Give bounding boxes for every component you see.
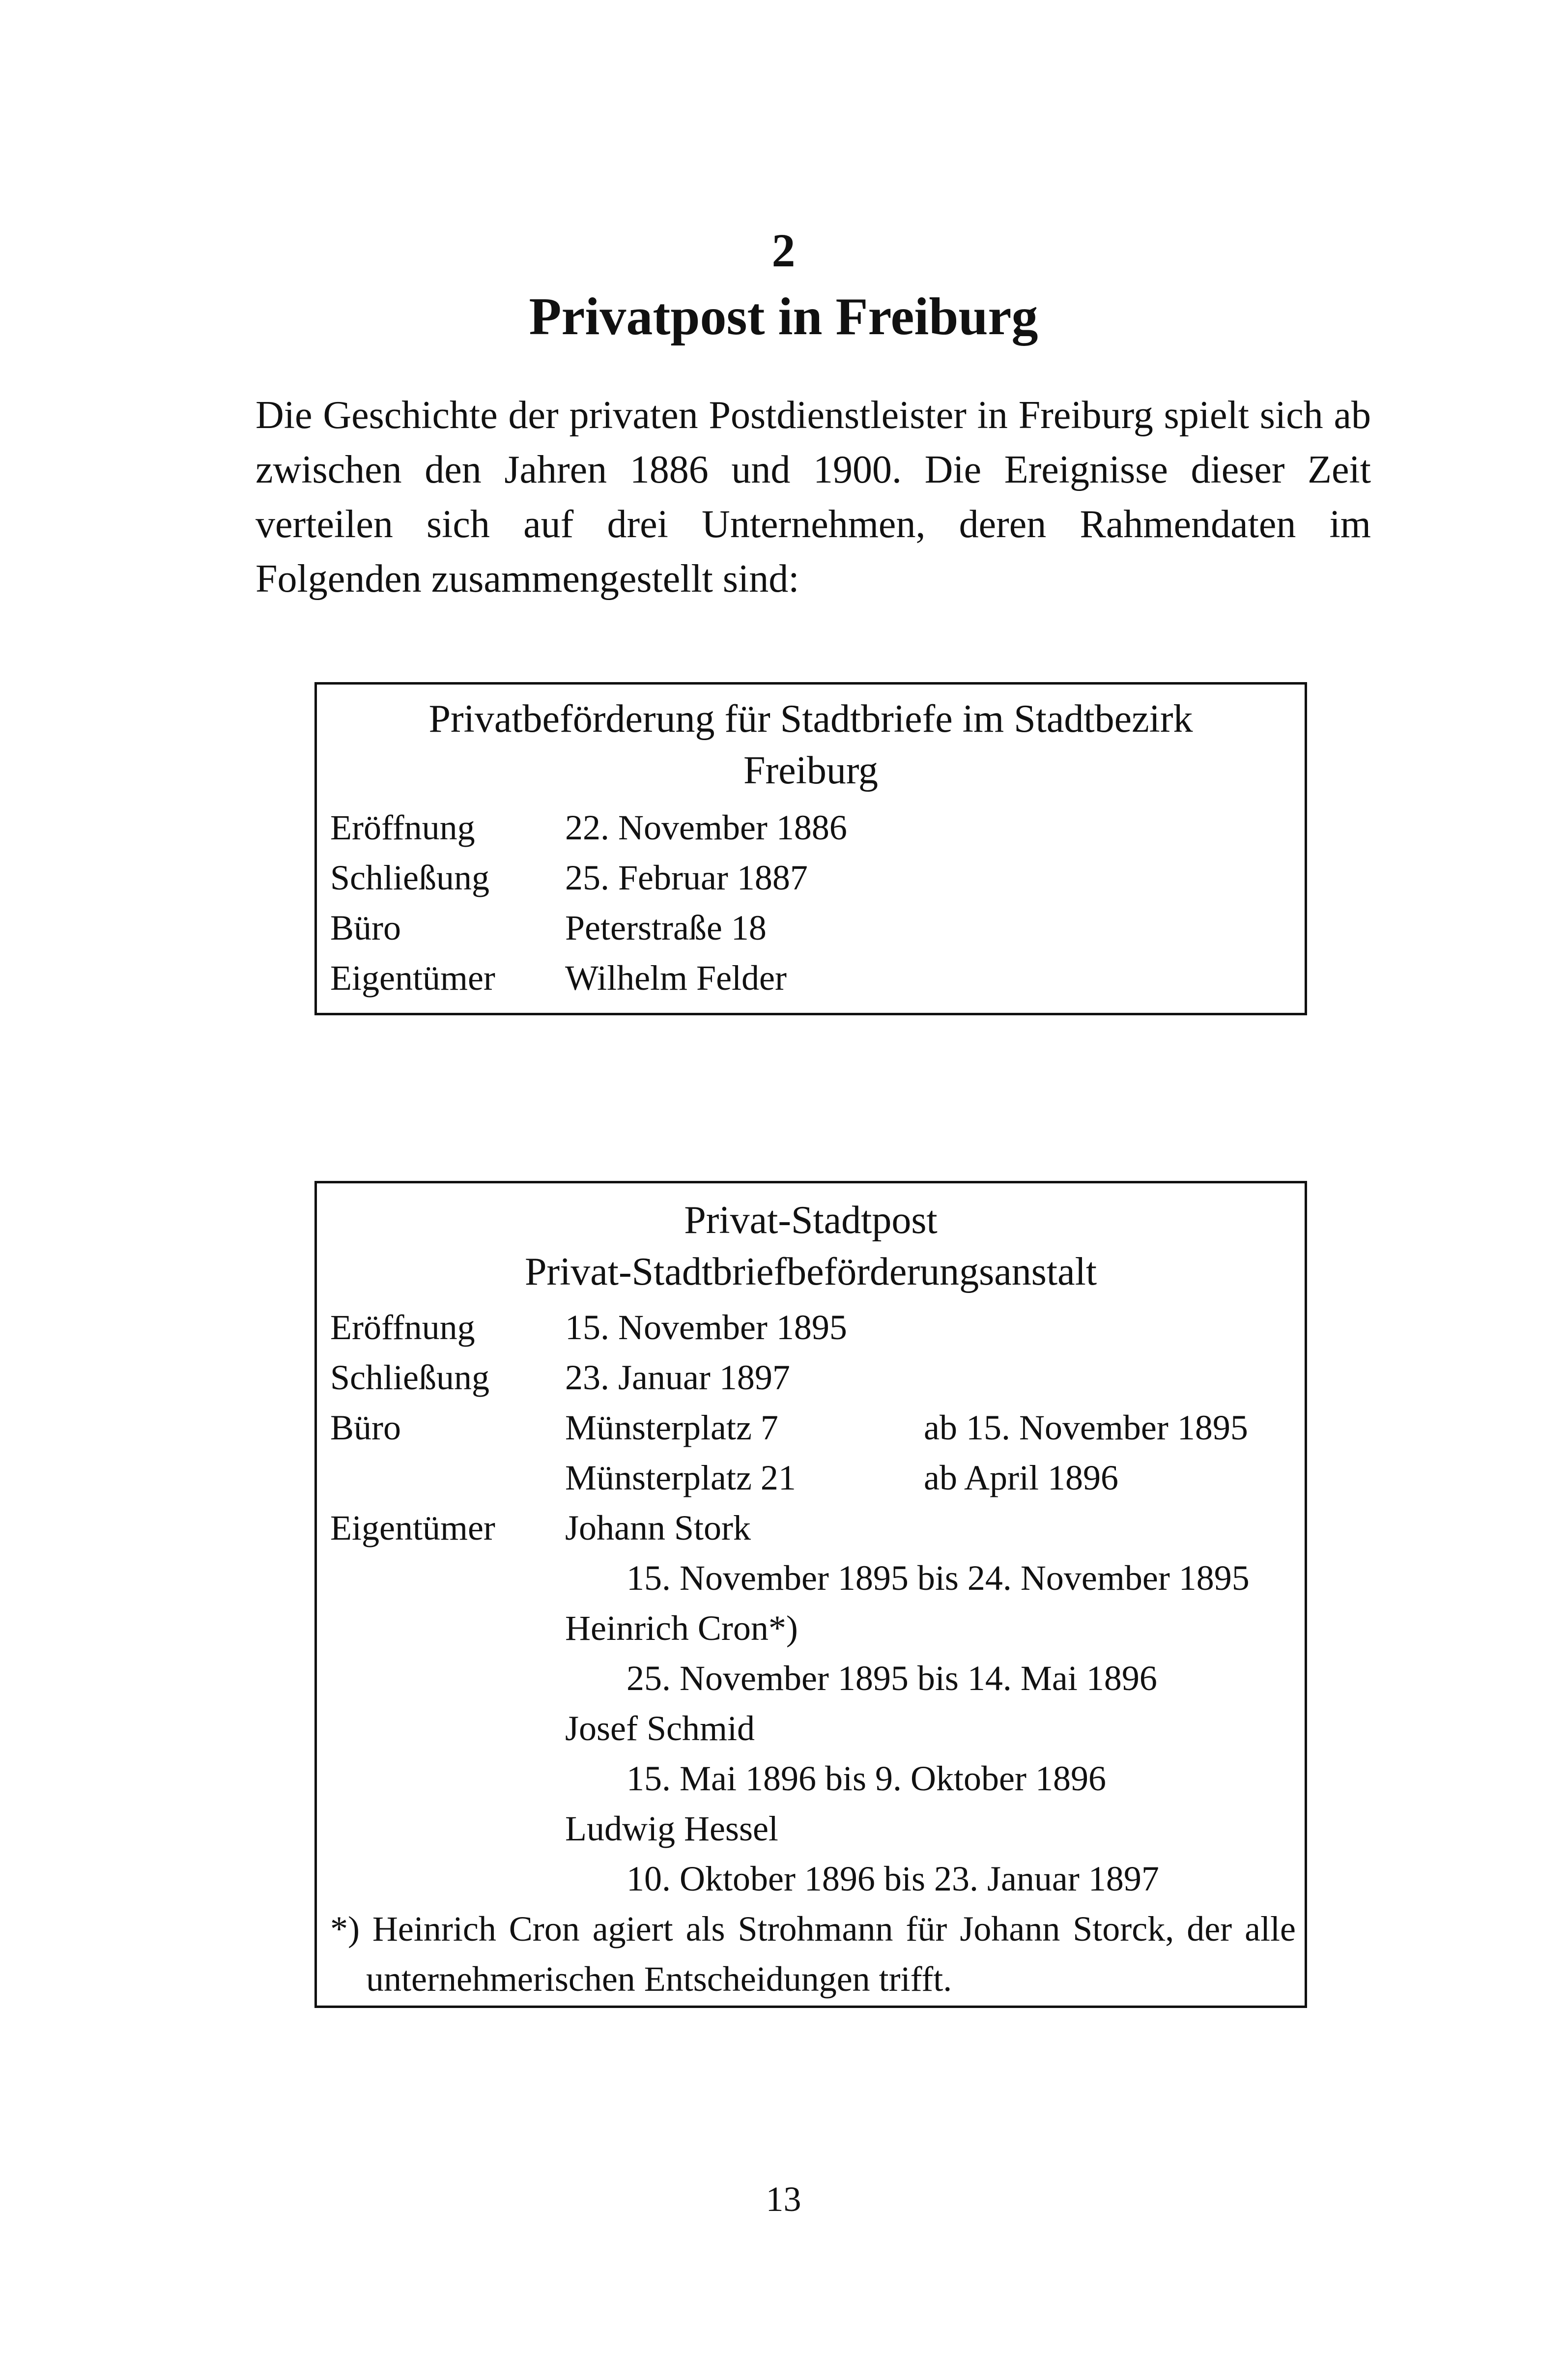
row-value: 22. November 1886 [565,808,847,847]
row-value: 15. November 1895 [565,1308,847,1347]
row-value: Wilhelm Felder [565,958,787,998]
row-value: Peterstraße 18 [565,908,767,947]
row-label: Büro [330,1408,401,1447]
row-label: Eigentümer [330,958,495,998]
office-since: ab April 1896 [924,1458,1118,1497]
footnote-line: *) Heinrich Cron agiert als Strohmann für Johann Storck, der alle [330,1909,1296,1949]
owner-name: Heinrich Cron*) [565,1608,798,1648]
box-title-line: Privat-Stadtpost [684,1199,938,1242]
owner-name: Ludwig Hessel [565,1809,778,1848]
row-label: Eröffnung [330,1308,475,1347]
page-number: 13 [766,2179,801,2219]
box-title-line: Freiburg [743,749,879,792]
intro-paragraph: Die Geschichte der privaten Postdienstleister in Freiburg spielt sich ab zwischen den Jahren 1886 und 1900. Die Ereignisse dieser Zeit verteilen sich auf drei Unternehmen, deren Rahmendaten im Folgenden zusammengestellt sind: [256,394,1371,601]
row-label: Eigentümer [330,1508,495,1548]
footnote-line: unternehmerischen Entscheidungen trifft. [366,1959,952,1999]
owner-period: 15. Mai 1896 bis 9. Oktober 1896 [627,1759,1106,1798]
owner-name: Johann Stork [565,1508,751,1548]
row-label: Schließung [330,858,489,897]
chapter-title: Privatpost in Freiburg [529,287,1038,346]
row-label: Büro [330,908,401,947]
office-address: Münsterplatz 21 [565,1458,796,1497]
owner-name: Josef Schmid [565,1709,755,1748]
chapter-number: 2 [771,224,796,277]
owner-period: 10. Oktober 1896 bis 23. Januar 1897 [627,1859,1159,1898]
row-label: Schließung [330,1358,489,1397]
info-box-privat-stadtpost [314,1181,1307,2008]
box-title-line: Privatbeförderung für Stadtbriefe im Stadtbezirk [428,697,1193,741]
owner-period: 25. November 1895 bis 14. Mai 1896 [627,1659,1157,1698]
row-label: Eröffnung [330,808,475,847]
owner-period: 15. November 1895 bis 24. November 1895 [627,1558,1250,1598]
row-value: 25. Februar 1887 [565,858,808,897]
office-since: ab 15. November 1895 [924,1408,1248,1447]
office-address: Münsterplatz 7 [565,1408,778,1447]
info-box-privatbefoerderung [314,682,1307,1015]
box-title-line: Privat-Stadtbriefbeförderungsanstalt [524,1250,1097,1293]
row-value: 23. Januar 1897 [565,1358,790,1397]
